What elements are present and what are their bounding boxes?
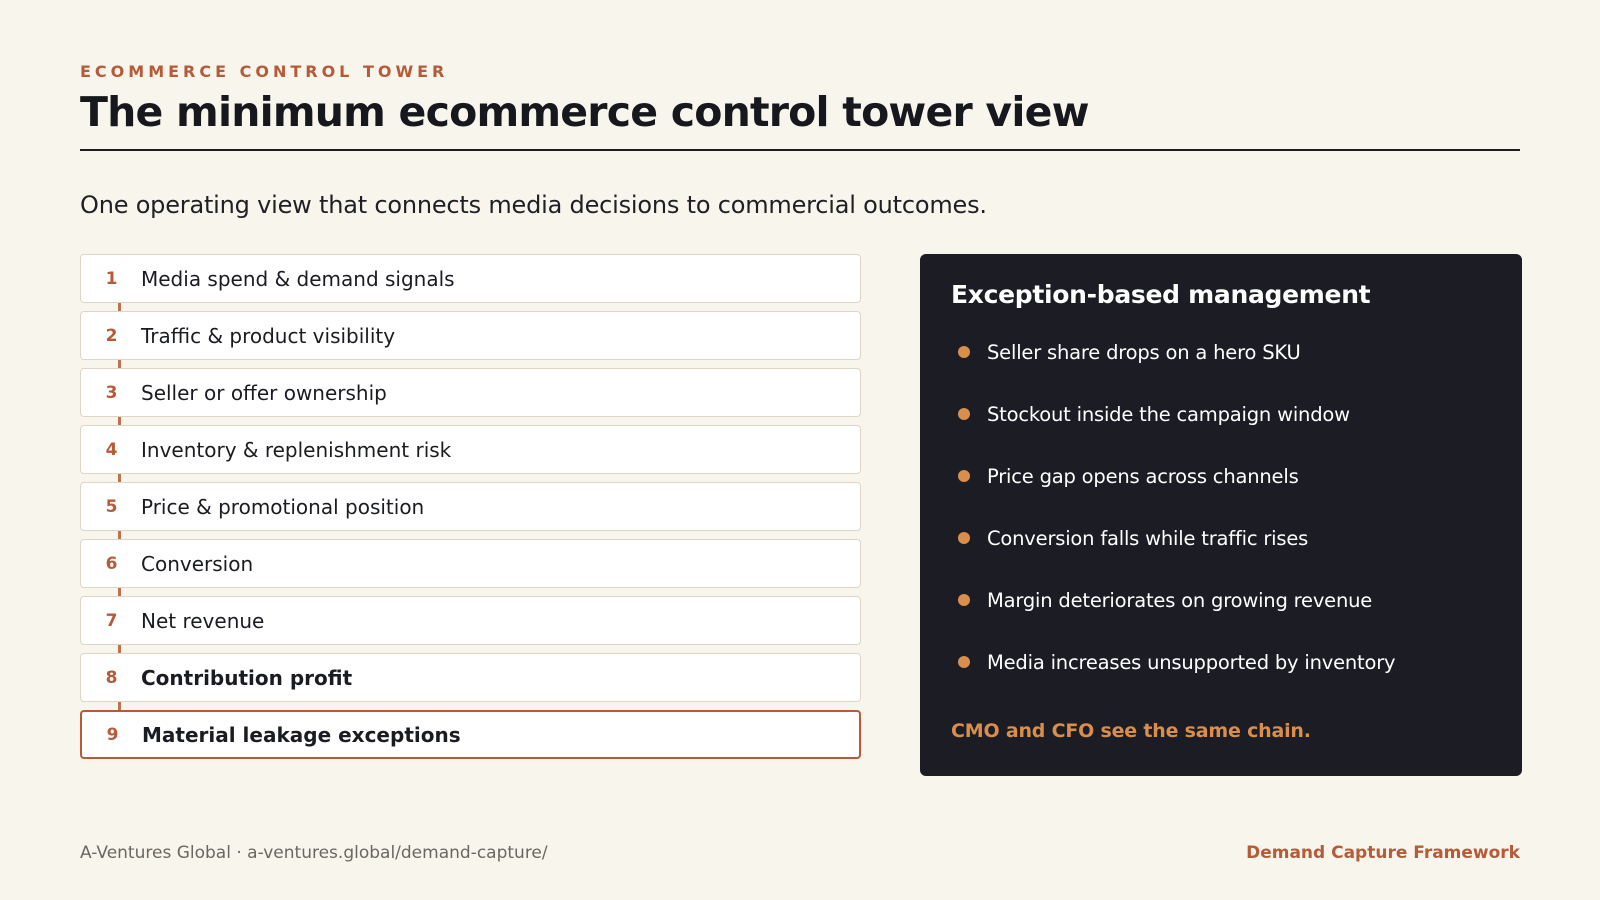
panel-title: Exception-based management — [951, 280, 1371, 309]
exception-text: Margin deteriorates on growing revenue — [987, 588, 1373, 612]
exception-item — [951, 461, 1299, 491]
step-label: Traffic & product visibility — [141, 323, 396, 348]
chain-step — [80, 311, 861, 360]
step-number: 2 — [105, 325, 118, 346]
step-label: Seller or offer ownership — [141, 380, 387, 405]
step-label: Contribution profit — [141, 665, 353, 690]
step-label: Conversion — [141, 551, 254, 576]
step-number: 5 — [105, 496, 118, 517]
exception-text: Media increases unsupported by inventory — [987, 650, 1396, 674]
eyebrow: ECOMMERCE CONTROL TOWER — [80, 62, 449, 81]
chain-step — [80, 425, 861, 474]
footer-brand: Demand Capture Framework — [1246, 843, 1520, 863]
panel-note: CMO and CFO see the same chain. — [951, 720, 1311, 742]
bullet-dot-icon — [958, 346, 970, 358]
step-number: 7 — [105, 610, 118, 631]
chain-step — [80, 254, 861, 303]
exception-text: Price gap opens across channels — [987, 464, 1299, 488]
exception-text: Seller share drops on a hero SKU — [987, 340, 1301, 364]
step-label: Net revenue — [141, 608, 265, 633]
step-label: Media spend & demand signals — [141, 266, 455, 291]
chain-step — [80, 539, 861, 588]
step-label: Inventory & replenishment risk — [141, 437, 452, 462]
exception-item — [951, 585, 1372, 615]
step-label: Price & promotional position — [141, 494, 425, 519]
subtitle: One operating view that connects media decisions to commercial outcomes. — [80, 191, 987, 219]
step-number: 1 — [105, 268, 118, 289]
bullet-dot-icon — [958, 408, 970, 420]
chain-step-highlight — [80, 710, 861, 759]
exception-item — [951, 647, 1395, 677]
footer-source: A-Ventures Global · a-ventures.global/demand-capture/ — [80, 843, 548, 863]
step-number: 8 — [105, 667, 118, 688]
chain-step — [80, 482, 861, 531]
title-rule — [80, 149, 1520, 151]
step-number: 6 — [105, 553, 118, 574]
chain-step — [80, 368, 861, 417]
page-title: The minimum ecommerce control tower view — [80, 88, 1089, 136]
chain-step — [80, 596, 861, 645]
bullet-dot-icon — [958, 594, 970, 606]
bullet-dot-icon — [958, 656, 970, 668]
exception-text: Stockout inside the campaign window — [987, 402, 1350, 426]
exception-item — [951, 337, 1301, 367]
exception-panel — [920, 254, 1522, 776]
exception-item — [951, 399, 1350, 429]
step-number: 3 — [105, 382, 118, 403]
exception-item — [951, 523, 1308, 553]
step-label: Material leakage exceptions — [142, 722, 461, 747]
bullet-dot-icon — [958, 470, 970, 482]
bullet-dot-icon — [958, 532, 970, 544]
step-number: 9 — [106, 724, 119, 745]
chain-step — [80, 653, 861, 702]
exception-text: Conversion falls while traffic rises — [987, 526, 1309, 550]
step-number: 4 — [105, 439, 118, 460]
